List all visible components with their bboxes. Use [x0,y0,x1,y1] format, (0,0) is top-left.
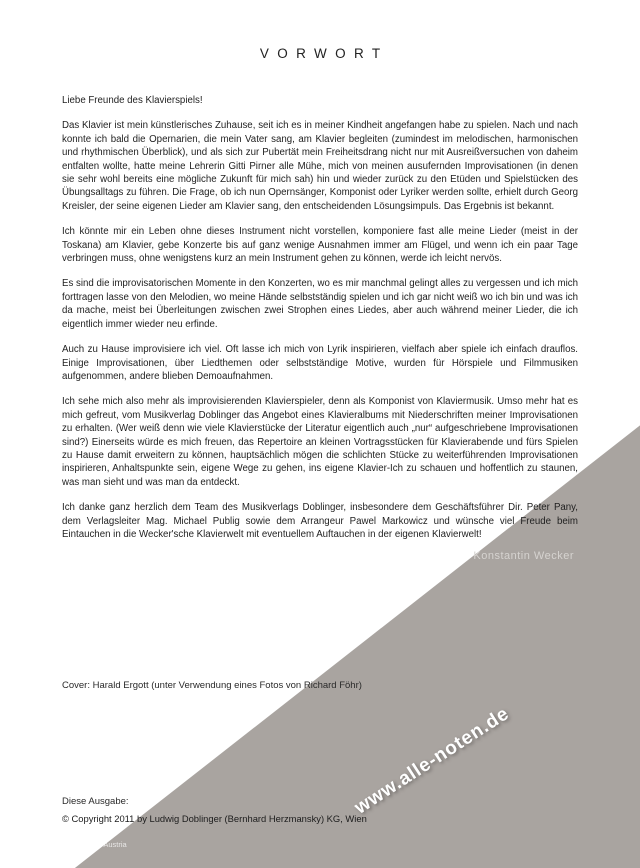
greeting-line: Liebe Freunde des Klavierspiels! [62,95,203,106]
paragraph-2: Ich könnte mir ein Leben ohne dieses Instrument nicht vorstellen, komponiere fast alle meine Lieder (meist in der Toskana) am Klavier, gebe Konzerte bis auf ganz wenige Ausnahmen immer am Flügel, und wenn ich ein paar Tage verbringen muss, ohne wenigstens kurz an mein Instrument gehen zu können, werde ich leicht nervös. [62,226,578,265]
watermark-url-text: www.alle-noten.de [350,703,514,819]
paragraph-1: Das Klavier ist mein künstlerisches Zuhause, seit ich es in meiner Kindheit angefangen habe zu spielen. Nach und nach konnte ich bald die Opernarien, die mein Vater sang, am Klavier begleiten (zumindest im melodischen, harmonischen und rhythmischen Überblick), und als sich zur Pubertät mein Freiheitsdrang nicht nur mit Ausreißversuchen von daheim entfalten wollte, hatte meine Lehrerin Gitti Pirner alle Mühe, mich von meinen ausufernden Improvisationen (in denen sie sehr wohl bereits eine mögliche Zukunft für mich sah) hin und wieder zurück zu den Etüden und Spielstücken des Übungsalltags zu führen. Die Frage, ob ich nun Opernsänger, Komponist oder Lyriker werden sollte, erhielt durch Georg Kreisler, der seine eigenen Lieder am Klavier sang, den entscheidenden Lösungsimpuls. Das Ergebnis ist bekannt. [62,120,578,212]
paragraph-5: Ich sehe mich also mehr als improvisierenden Klavierspieler, denn als Komponist von Klaviermusik. Umso mehr hat es mich gefreut, vom Musikverlag Doblinger das Angebot eines Klavieralbums mit Niederschriften meiner Improvisationen zu erhalten. (Wer weiß denn wie viele Klavierstücke der Literatur eigentlich auch „nur“ aufgeschriebene Improvisationen sind?) Einerseits würde es mich freuen, das Repertoire an kleinen Vortragsstücken für Klavierabende und fürs Spielen zu Hause damit erweitern zu können, hauptsächlich mögen die schlichten Stücke zu weiterführenden Improvisationen inspirieren, Anhaltspunkte sein, eigene Wege zu gehen, ins eigene Klavier-Ich zu schauen und hoffentlich zu staunen, was man sieht und was man da entdeckt. [62,396,578,488]
author-signature: Konstantin Wecker [473,550,574,562]
copyright-line: © Copyright 2011 by Ludwig Doblinger (Bernhard Herzmansky) KG, Wien [62,813,367,824]
paragraph-6: Ich danke ganz herzlich dem Team des Musikverlags Doblinger, insbesondere dem Geschäftsführer Dir. Peter Pany, dem Verlagsleiter Mag. Michael Publig sowie dem Arrangeur Pawel Markowicz und wünsche viel Freude beim Eintauchen in die Wecker'sche Klavierwelt mit eventuellem Auftauchen in der eigenen Klavierwelt! [62,502,578,540]
page-title: VORWORT [259,46,389,61]
paragraph-4: Auch zu Hause improvisiere ich viel. Oft lasse ich mich von Lyrik inspirieren, vielfach aber spiele ich einfach drauflos. Einige Improvisationen, über Liedthemen oder selbstständige Motive, wurden für Hörspiele und Filmmusiken aufgenommen, andere blieben Demoaufnahmen. [62,344,578,382]
printed-in-austria-note: Printed in Austria [70,840,127,849]
edition-label: Diese Ausgabe: [62,796,129,807]
paragraph-3: Es sind die improvisatorischen Momente in den Konzerten, wo es mir manchmal gelingt alles zu vergessen und ich mich forttragen lasse von den Melodien, wo meine Hände selbstständig spielen und ich gar nicht weiß wo ich bin und was ich da mache, meist bei Überleitungen zwischen zwei Strophen eines Liedes, aber auch während meiner Lieder, die ich eigentlich immer wieder neu erfinde. [62,278,578,330]
document-body [62,94,578,553]
cover-credit-line: Cover: Harald Ergott (unter Verwendung eines Fotos von Richard Föhr) [62,680,362,691]
